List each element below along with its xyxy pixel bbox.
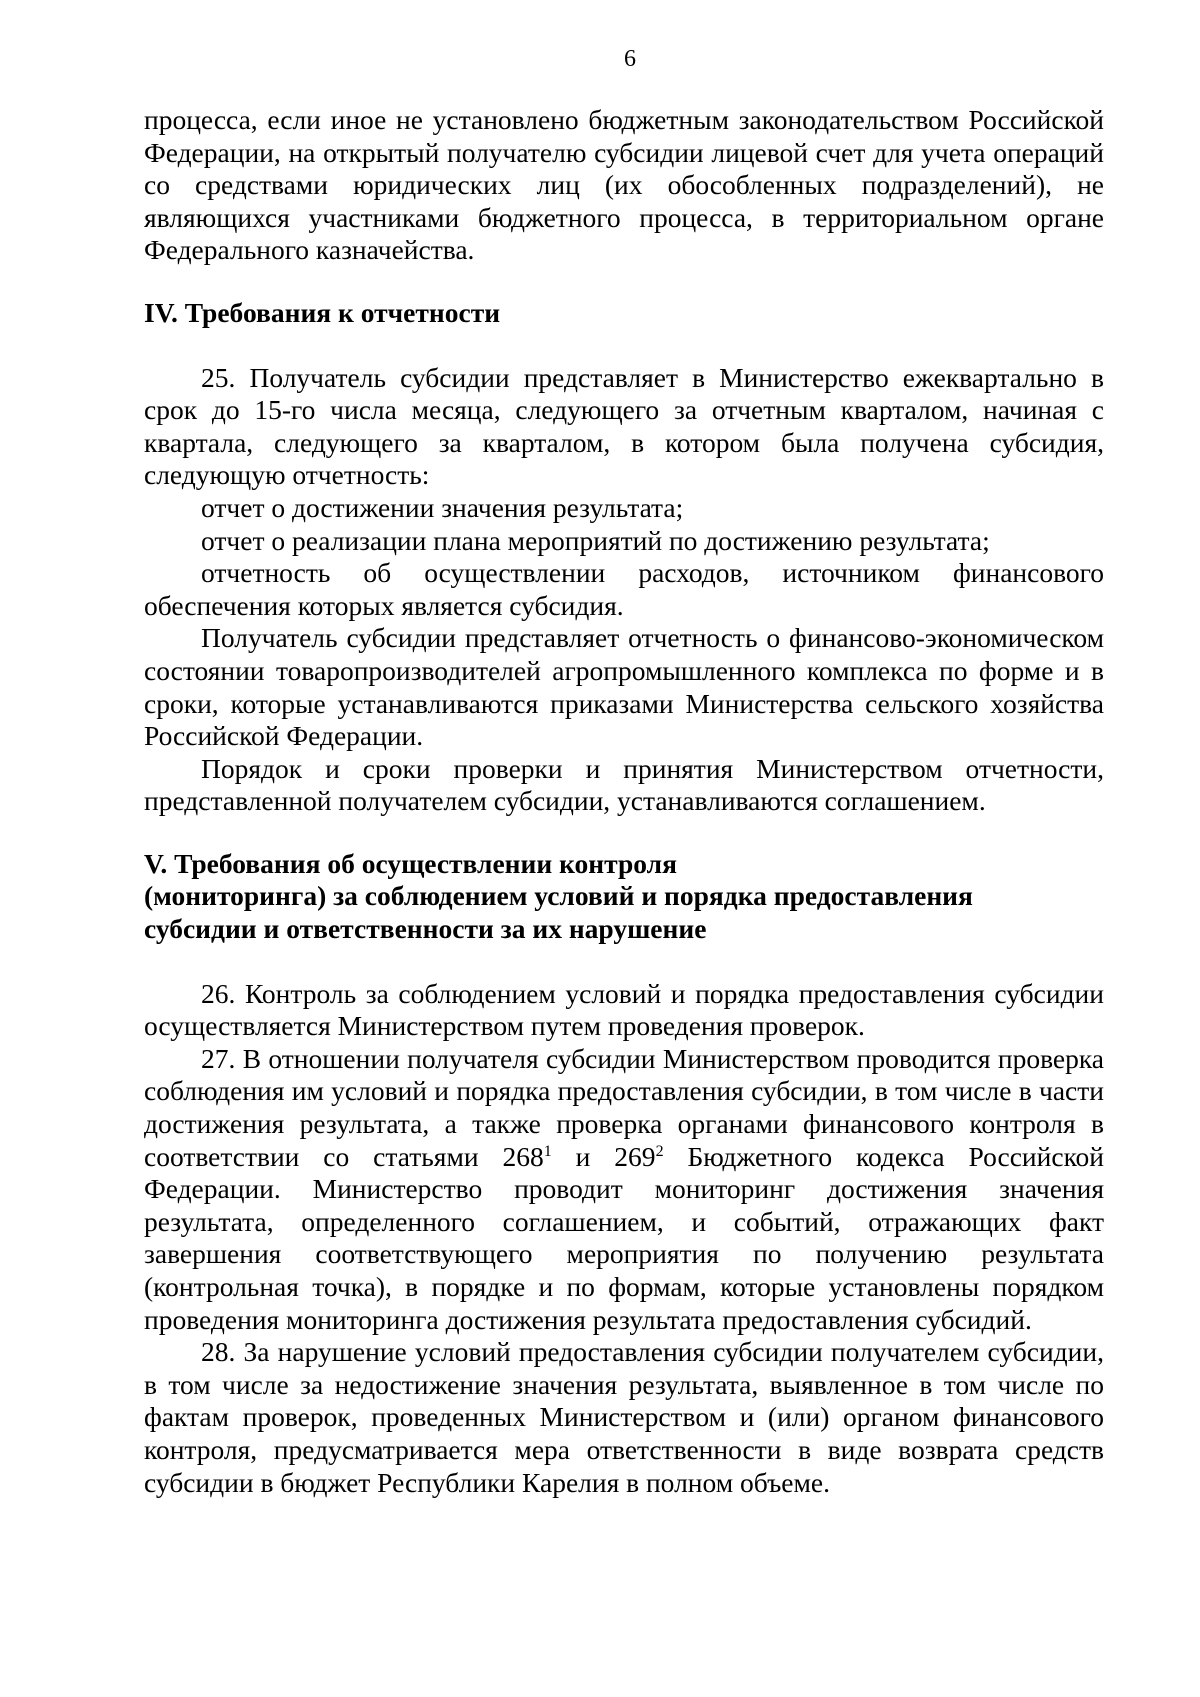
paragraph-27-part-2: и 269 bbox=[551, 1140, 656, 1172]
article-268-superscript: 1 bbox=[543, 1142, 552, 1160]
paragraph-26: 26. Контроль за соблюдением условий и порядка предоставления субсидии осуществляется Министерством путем проведения проверок. bbox=[144, 977, 1104, 1042]
report-item-3: отчетность об осуществлении расходов, источником финансового обеспечения которых является субсидия. bbox=[144, 557, 1104, 621]
section-v-heading-line-1: V. Требования об осуществлении контроля bbox=[144, 847, 677, 879]
paragraph-financial-report: Получатель субсидии представляет отчетность о финансово-экономическом состоянии товаропроизводителей агропромышленного комплекса по форме и в сроки, которые устанавливаются приказами Министерства сельского хозяйства Российской Федерации. bbox=[144, 622, 1104, 752]
paragraph-27-part-1: 27. В отношении получателя субсидии Министерством проводится проверка соблюдения им условий и порядка предоставления субсидии, в том числе в части достижения результата, а также проверка органами финансового контроля в соответствии со статьями 268 bbox=[144, 1042, 1104, 1172]
paragraph-report-order: Порядок и сроки проверки и принятия Министерством отчетности, представленной получателем субсидии, устанавливаются соглашением. bbox=[144, 752, 1104, 817]
paragraph-27 bbox=[144, 1043, 1104, 1336]
paragraph-28: 28. За нарушение условий предоставления субсидии получателем субсидии, в том числе за недостижение значения результата, выявленное в том числе по фактам проверок, проведенных Министерством и (или) органом финансового контроля, предусматривается мера ответственности в виде возврата средств субсидии в бюджет Республики Карелия в полном объеме. bbox=[144, 1336, 1104, 1498]
section-iv-heading: IV. Требования к отчетности bbox=[144, 296, 501, 328]
page-number: 6 bbox=[624, 46, 636, 72]
intro-paragraph: процесса, если иное не установлено бюджетным законодательством Российской Федерации, на открытый получателю субсидии лицевой счет для учета операций со средствами юридических лиц (их обособленных подразделений), не являющихся участниками бюджетного процесса, в территориальном органе Федерального казначейства. bbox=[144, 104, 1104, 266]
report-item-1: отчет о достижении значения результата; bbox=[201, 491, 684, 523]
paragraph-25: 25. Получатель субсидии представляет в Министерство ежеквартально в срок до 15-го числа месяца, следующего за отчетным кварталом, начиная с квартала, следующего за кварталом, в котором была получена субсидия, следующую отчетность: bbox=[144, 361, 1104, 491]
section-v-heading-line-2: (мониторинга) за соблюдением условий и порядка предоставления bbox=[144, 880, 973, 912]
report-item-2: отчет о реализации плана мероприятий по достижению результата; bbox=[201, 524, 990, 556]
section-v-heading-line-3: субсидии и ответственности за их нарушение bbox=[144, 913, 707, 945]
paragraph-27-part-3: Бюджетного кодекса Российской Федерации. Министерство проводит мониторинг достижения значения результата, определенного соглашением, и событий, отражающих факт завершения соответствующего мероприятия по получению результата (контрольная точка), в порядке и по формам, которые установлены порядком проведения мониторинга достижения результата предоставления субсидий. bbox=[144, 1140, 1104, 1335]
document-body bbox=[144, 104, 1104, 1499]
article-269-superscript: 2 bbox=[655, 1142, 664, 1160]
